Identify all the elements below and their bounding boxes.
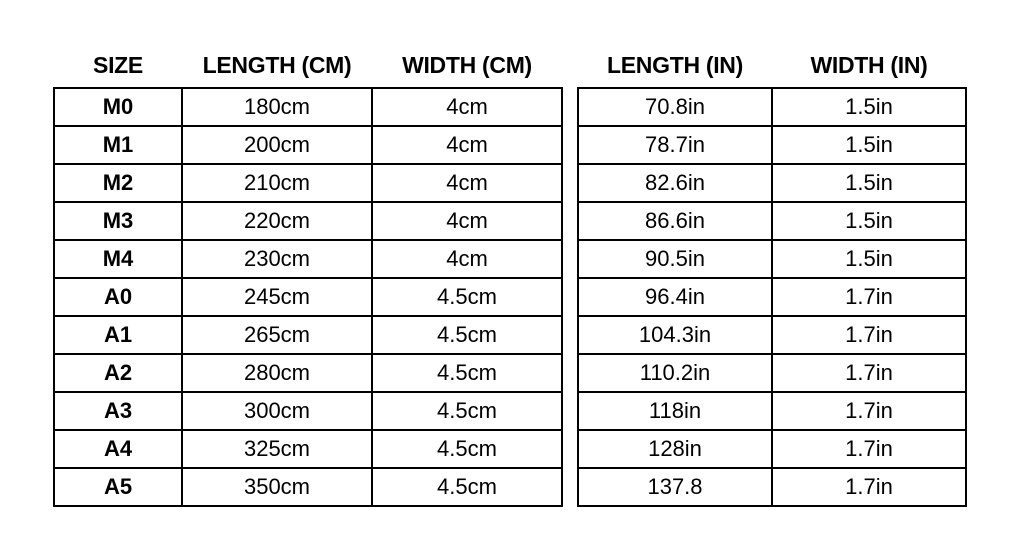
cell-width-in: 1.7in — [772, 354, 966, 392]
cell-size: A3 — [54, 392, 182, 430]
size-chart-tables — [53, 52, 967, 507]
cell-width-cm: 4.5cm — [372, 468, 562, 506]
table-row — [578, 278, 966, 316]
cell-size: M2 — [54, 164, 182, 202]
cell-length-cm: 180cm — [182, 88, 372, 126]
cell-width-cm: 4cm — [372, 202, 562, 240]
cell-width-cm: 4cm — [372, 164, 562, 202]
cell-width-in: 1.5in — [772, 88, 966, 126]
table-row — [54, 202, 562, 240]
table-row — [54, 316, 562, 354]
cell-length-cm: 300cm — [182, 392, 372, 430]
table-row — [54, 430, 562, 468]
header-length-in: LENGTH (IN) — [607, 52, 743, 78]
cell-width-cm: 4.5cm — [372, 430, 562, 468]
table-row — [54, 88, 562, 126]
table-row — [54, 164, 562, 202]
cell-size: A1 — [54, 316, 182, 354]
cell-size: A0 — [54, 278, 182, 316]
table-row — [578, 316, 966, 354]
table-row — [578, 240, 966, 278]
cell-length-cm: 245cm — [182, 278, 372, 316]
cell-length-in: 110.2in — [578, 354, 772, 392]
cell-width-in: 1.7in — [772, 468, 966, 506]
cell-width-in: 1.5in — [772, 126, 966, 164]
cell-width-in: 1.5in — [772, 240, 966, 278]
cell-length-in: 96.4in — [578, 278, 772, 316]
cell-length-in: 82.6in — [578, 164, 772, 202]
table-row — [54, 240, 562, 278]
cell-width-in: 1.7in — [772, 430, 966, 468]
cell-width-in: 1.5in — [772, 202, 966, 240]
table-row — [578, 354, 966, 392]
metric-table-header-row — [54, 52, 562, 88]
cell-width-in: 1.7in — [772, 316, 966, 354]
cell-width-in: 1.5in — [772, 164, 966, 202]
cell-length-cm: 210cm — [182, 164, 372, 202]
table-row — [578, 468, 966, 506]
header-length-cm: LENGTH (CM) — [202, 52, 352, 78]
cell-size: M0 — [54, 88, 182, 126]
imperial-size-table — [577, 52, 967, 507]
metric-size-table — [53, 52, 563, 507]
header-size: SIZE — [93, 52, 143, 78]
cell-size: M3 — [54, 202, 182, 240]
cell-size: M1 — [54, 126, 182, 164]
cell-length-in: 118in — [578, 392, 772, 430]
cell-width-cm: 4.5cm — [372, 278, 562, 316]
cell-size: M4 — [54, 240, 182, 278]
cell-length-in: 78.7in — [578, 126, 772, 164]
cell-width-cm: 4.5cm — [372, 354, 562, 392]
cell-width-in: 1.7in — [772, 392, 966, 430]
cell-length-cm: 325cm — [182, 430, 372, 468]
cell-length-in: 70.8in — [578, 88, 772, 126]
cell-length-in: 90.5in — [578, 240, 772, 278]
cell-length-cm: 350cm — [182, 468, 372, 506]
table-row — [54, 354, 562, 392]
table-row — [578, 392, 966, 430]
cell-length-cm: 200cm — [182, 126, 372, 164]
table-row — [54, 468, 562, 506]
cell-size: A2 — [54, 354, 182, 392]
cell-length-in: 128in — [578, 430, 772, 468]
table-row — [578, 164, 966, 202]
cell-width-cm: 4cm — [372, 126, 562, 164]
cell-width-in: 1.7in — [772, 278, 966, 316]
table-row — [54, 126, 562, 164]
table-row — [54, 392, 562, 430]
cell-size: A4 — [54, 430, 182, 468]
table-row — [578, 202, 966, 240]
table-row — [578, 430, 966, 468]
header-width-in: WIDTH (IN) — [810, 52, 928, 78]
cell-size: A5 — [54, 468, 182, 506]
cell-length-in: 86.6in — [578, 202, 772, 240]
cell-width-cm: 4cm — [372, 240, 562, 278]
cell-width-cm: 4.5cm — [372, 392, 562, 430]
cell-width-cm: 4cm — [372, 88, 562, 126]
imperial-table-header-row — [578, 52, 966, 88]
table-row — [54, 278, 562, 316]
cell-length-cm: 265cm — [182, 316, 372, 354]
cell-length-cm: 230cm — [182, 240, 372, 278]
cell-length-in: 137.8 — [578, 468, 772, 506]
cell-width-cm: 4.5cm — [372, 316, 562, 354]
table-row — [578, 126, 966, 164]
header-width-cm: WIDTH (CM) — [402, 52, 532, 78]
cell-length-in: 104.3in — [578, 316, 772, 354]
cell-length-cm: 280cm — [182, 354, 372, 392]
table-row — [578, 88, 966, 126]
cell-length-cm: 220cm — [182, 202, 372, 240]
